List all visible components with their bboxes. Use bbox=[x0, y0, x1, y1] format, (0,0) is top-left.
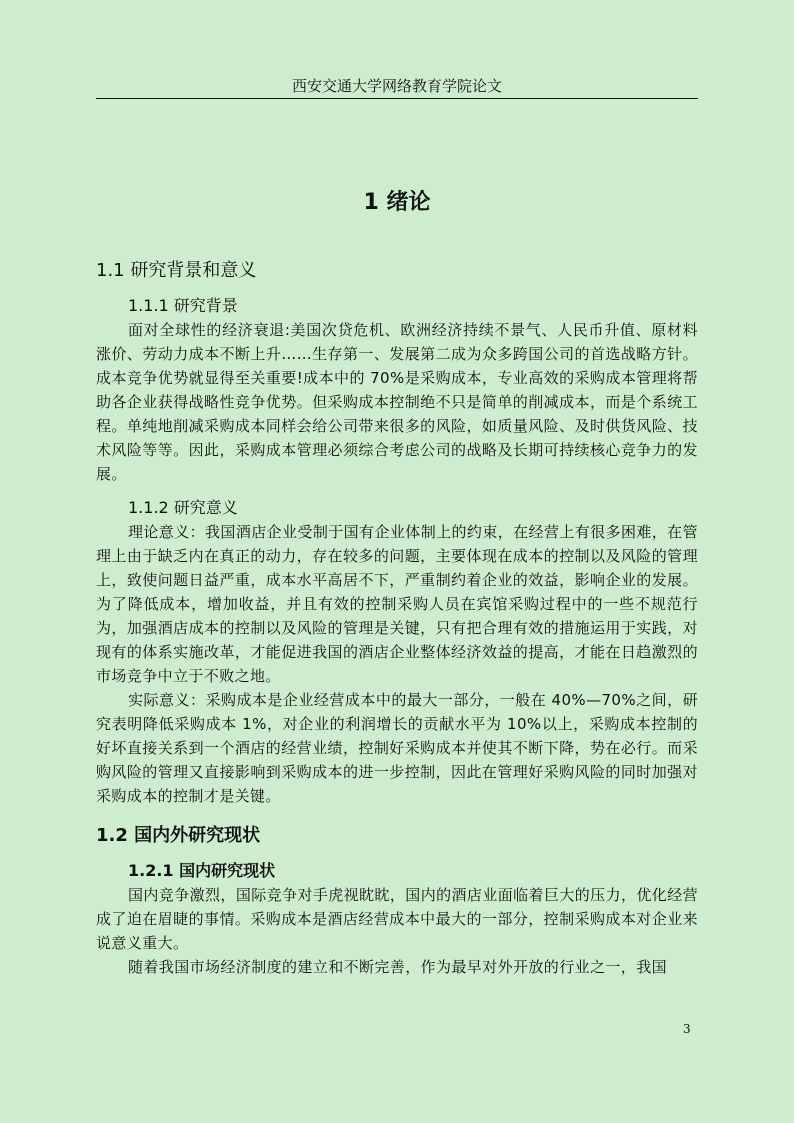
subsection-heading-1-1-1: 1.1.1 研究背景 bbox=[128, 296, 238, 315]
paragraph: 随着我国市场经济制度的建立和不断完善，作为最早对外开放的行业之一，我国 bbox=[128, 958, 668, 976]
paragraph: 面对全球性的经济衰退:美国次贷危机、欧洲经济持续不景气、人民币升值、原材料涨价、劳动力成本不断上升……生存第一、发展第二成为众多跨国公司的首选战略方针。成本竞争优势就显得至关重要!成本中的 70%是采购成本，专业高效的采购成本管理将帮助各企业获得战略性竞争优势。但采购成本控制绝不只是简单的削减成本，而是个系统工程。单纯地削减采购成本同样会给公司带来很多的风险，如质量风险、及时供货风险、技术风险等等。因此，采购成本管理必须综合考虑公司的战略及长期可持续核心竞争力的发展。 bbox=[96, 321, 698, 483]
section-heading-1-1: 1.1 研究背景和意义 bbox=[96, 260, 257, 281]
document-body bbox=[96, 257, 698, 979]
header-divider bbox=[96, 98, 698, 99]
subsection-heading-1-2-1: 1.2.1 国内研究现状 bbox=[128, 861, 276, 880]
paragraph: 实际意义：采购成本是企业经营成本中的最大一部分，一般在 40%—70%之间，研究表明降低采购成本 1%，对企业的利润增长的贡献水平为 10%以上，采购成本控制的好坏直接关系到一个酒店的经营业绩，控制好采购成本并使其不断下降，势在必行。而采购风险的管理又直接影响到采购成本的进一步控制，因此在管理好采购风险的同时加强对采购成本的控制才是关键。 bbox=[96, 691, 698, 805]
chapter-title: 1 绪论 bbox=[363, 190, 431, 215]
section-heading-1-2: 1.2 国内外研究现状 bbox=[96, 825, 261, 846]
page-header: 西安交通大学网络教育学院论文 bbox=[291, 77, 502, 95]
page-number: 3 bbox=[683, 1022, 691, 1036]
paragraph: 国内竞争激烈，国际竞争对手虎视眈眈，国内的酒店业面临着巨大的压力，优化经营成了迫在眉睫的事情。采购成本是酒店经营成本中最大的一部分，控制采购成本对企业来说意义重大。 bbox=[96, 886, 698, 952]
subsection-heading-1-1-2: 1.1.2 研究意义 bbox=[128, 498, 238, 517]
paragraph: 理论意义：我国酒店企业受制于国有企业体制上的约束，在经营上有很多困难，在管理上由于缺乏内在真正的动力，存在较多的问题，主要体现在成本的控制以及风险的管理上，致使问题日益严重，成本水平高居不下，严重制约着企业的效益，影响企业的发展。为了降低成本，增加收益，并且有效的控制采购人员在宾馆采购过程中的一些不规范行为，加强酒店成本的控制以及风险的管理是关键，只有把合理有效的措施运用于实践，对现有的体系实施改革，才能促进我国的酒店企业整体经济效益的提高，才能在日趋激烈的市场竞争中立于不败之地。 bbox=[96, 523, 698, 685]
